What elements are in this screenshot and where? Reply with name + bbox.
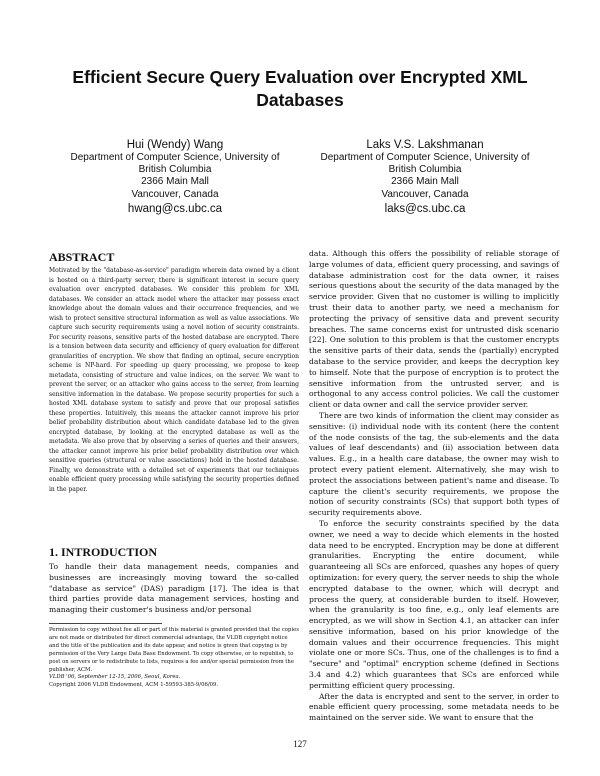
right-paragraph-4: After the data is encrypted and sent to the server, in order to enable efficient query processing, some metadata needs to be maintained on the server side. We want to ensure that the (309, 691, 559, 723)
abstract-heading: ABSTRACT (49, 250, 115, 264)
right-paragraph-3: To enforce the security constraints specified by the data owner, we need a way to decide which elements in the hosted data need to be encrypted. Encryption may be done at different granularities. Encrypting the entire document, while guaranteeing all SCs are enforced, quashes any hopes of query optimization: for every query, the server needs to ship the whole encrypted database to the owner, which will decrypt and process the query, at considerable burden to itself. However, when the granularity is too fine, e.g., only leaf elements are encrypted, as we will show in Section 4.1, an attacker can infer sensitive information, based on his prior knowledge of the domain values and their occurrence frequencies. This might violate one or more SCs. Thus, one of the challenges is to find a "secure" and "optimal" encryption scheme (defined in Sections 3.4 and 4.2) which guarantees that SCs are enforced while permitting efficient query processing. (309, 518, 559, 690)
paper-title: Efficient Secure Query Evaluation over Encrypted XML Databases (72, 67, 528, 110)
footnote-rule (49, 623, 162, 624)
author-email: hwang@cs.ubc.ca (127, 202, 223, 215)
venue-line: VLDB '06, September 12-15, 2006, Seoul, Korea. (49, 674, 181, 681)
author-email: laks@cs.ubc.ca (384, 202, 466, 215)
author-address: 2366 Main Mall (391, 176, 459, 188)
page-number: 127 (293, 739, 307, 749)
author-name: Hui (Wendy) Wang (126, 139, 224, 151)
introduction-heading: 1. INTRODUCTION (49, 545, 158, 559)
author-name: Laks V.S. Lakshmanan (366, 139, 484, 151)
permission-notice (49, 627, 299, 690)
author-address: 2366 Main Mall (141, 176, 209, 188)
author-block-1 (60, 138, 290, 217)
author-department: Department of Computer Science, University of British Columbia (320, 152, 530, 176)
author-department: Department of Computer Science, University of British Columbia (70, 152, 280, 176)
abstract-text: Motivated by the "database-as-service" paradigm wherein data owned by a client is hosted on a third-party server, there is significant interest in secure query evaluation over encrypted databases. We consider this problem for XML databases. We consider an attack model where the attacker may possess exact knowledge about the domain values and their occurrence frequencies, and we wish to protect sensitive structural information as well as value associations. We capture such security requirements using a novel notion of security constraints. For security reasons, sensitive parts of the hosted database are encrypted. There is a tension between data security and efficiency of query evaluation for different granularities of encryption. We show that finding an optimal, secure encryption scheme is NP-hard. For speeding up query processing, we propose to keep metadata, consisting of structure and value indices, on the server. We want to prevent the server, or an attacker who gains access to the server, from learning sensitive information in the database. We propose security properties for such a hosted XML database system to satisfy and prove that our proposal satisfies these properties. Intuitively, this means the attacker cannot improve his prior belief probability distribution about which candidate database led to the given encrypted database, by looking at the encrypted database as well as the metadata. We also prove that by observing a series of queries and their answers, the attacker cannot improve his prior belief probability distribution over which sensitive queries (structural or value associations) hold in the hosted database. Finally, we demonstrate with a detailed set of experiments that our techniques enable efficient query processing while satisfying the security properties defined in the paper. (49, 267, 299, 493)
right-paragraph-2: There are two kinds of information the client may consider as sensitive: (i) individual node with its content (here the content of the node consists of the tag, the sub-elements and the data values of leaf descendants) and (ii) association between data values. E.g., in a health care database, the owner may wish to protect every patient element. Alternatively, she may wish to protect the associations between patient's name and disease. To capture the client's security requirements, we propose the notion of security constraints (SCs) that support both types of security requirements above. (309, 410, 559, 518)
right-paragraph-1: data. Although this offers the possibility of reliable storage of large volumes of data, efficient query processing, and savings of database administration cost for the data owner, it raises serious questions about the security of the data managed by the service provider. Given that no customer is willing to implicitly trust their data to another party, we need a mechanism for protecting the privacy of sensitive data and prevent security breaches. The same concerns exist for untrusted disk scenario [22]. One solution to this problem is that the customer encrypts the sensitive parts of their data, sends the (partially) encrypted database to the service provider, and keeps the decryption key to himself. Note that the purpose of encryption is to protect the sensitive information from the untrusted server, and is orthogonal to any access control policies. We call the customer client or data owner and call the service provider server. (309, 249, 559, 410)
permission-text: Permission to copy without fee all or part of this material is granted provided that the copies are not made or distributed for direct commercial advantage, the VLDB copyright notice and the title of the publication and its date appear, and notice is given that copying is by permission of the Very Large Data Base Endowment. To copy otherwise, or to republish, to post on servers or to redistribute to lists, requires a fee and/or special permission from the publisher, ACM. (49, 627, 299, 673)
introduction-text: To handle their data management needs, companies and businesses are increasingly moving toward the so-called "database as service" (DAS) paradigm [17]. The idea is that third parties provide data management services, hosting and managing their customer's business and/or personal (49, 562, 299, 615)
copyright-line: Copyright 2006 VLDB Endowment, ACM 1-59593-385-9/06/09. (49, 682, 219, 689)
author-city: Vancouver, Canada (381, 188, 469, 200)
right-column (309, 249, 559, 724)
author-block-2 (310, 138, 540, 217)
author-city: Vancouver, Canada (131, 188, 219, 200)
